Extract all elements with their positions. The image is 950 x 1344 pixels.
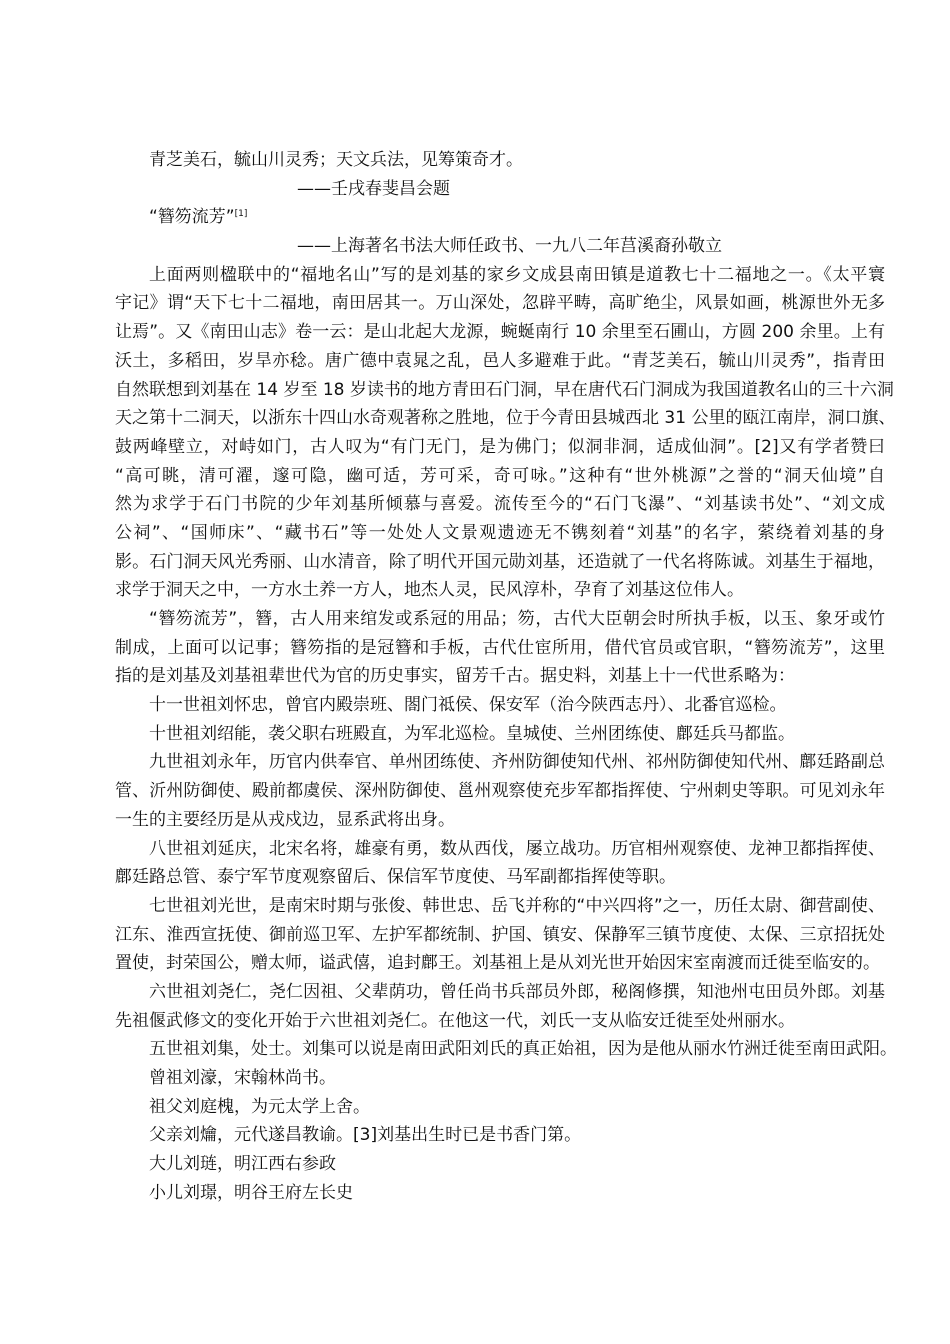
paragraph-gen11 xyxy=(115,691,885,720)
text-line: 六世祖刘尧仁，尧仁因祖、父辈荫功，曾任尚书兵部员外郎，秘阁修撰，知池州屯田员外郎。刘基 xyxy=(149,981,885,1002)
text-line: 置使，封荣国公，赠太师，谥武僖，追封鄜王。刘基祖上是从刘光世开始因宋室南渡而迁徙至临安的。 xyxy=(115,953,880,974)
text-line: 影。石门洞天风光秀丽、山水清音，除了明代开国元勋刘基，还造就了一代名将陈诚。刘基生于福地， xyxy=(115,551,885,572)
genealogy-son2: 小儿刘璟，明谷王府左长史 xyxy=(149,1182,353,1203)
genealogy-son1: 大儿刘琏，明江西右参政 xyxy=(149,1154,336,1175)
couplet-attribution-1: ——壬戌春斐昌会题 xyxy=(297,178,450,199)
paragraph-gen8 xyxy=(115,835,885,892)
paragraph-gen9 xyxy=(115,748,885,834)
genealogy-grandfather: 祖父刘庭槐，为元太学上舍。 xyxy=(149,1096,370,1117)
text-line: 求学于洞天之中，一方水土养一方人，地杰人灵，民风淳朴，孕育了刘基这位伟人。 xyxy=(115,580,744,601)
text-line: 九世祖刘永年，历官内供奉官、单州团练使、齐州防御使知代州、祁州防御使知代州、鄜廷路副总 xyxy=(149,752,885,773)
text-line: “高可眺，清可濯，邃可隐，幽可适，芳可采，奇可咏。”这种有“世外桃源”之誉的“洞天仙境”自 xyxy=(115,465,885,486)
body-text xyxy=(115,261,897,1208)
text-line: 八世祖刘延庆，北宋名将，雄豪有勇，数从西伐，屡立战功。历官相州观察使、龙神卫都指挥使、 xyxy=(149,838,885,859)
couplet-title-text: “簪笏流芳” xyxy=(149,207,235,228)
paragraph-para1 xyxy=(115,261,896,605)
text-line: 自然联想到刘基在 14 岁至 18 岁读书的地方青田石门洞，早在唐代石门洞成为我国道教名山的三十六洞 xyxy=(115,379,894,400)
paragraph-gen7 xyxy=(115,892,885,978)
paragraph-gen5 xyxy=(115,1035,897,1064)
text-line: 宇记》谓“天下七十二福地，南田居其一。万山深处，忽辟平畴，高旷绝尘，风景如画，桃源世外无多 xyxy=(115,293,885,314)
couplet-title-2 xyxy=(115,203,885,232)
footnote-ref-1: [1] xyxy=(234,209,248,220)
text-line: 让焉”。又《南田山志》卷一云：是山北起大龙源，蜿蜒南行 10 余里至石圃山，方圆 200 余里。上有 xyxy=(115,322,885,343)
text-line: 上面两则楹联中的“福地名山”写的是刘基的家乡文成县南田镇是道教七十二福地之一。《太平寰 xyxy=(149,264,885,285)
genealogy-great-grandfather: 曾祖刘濠，宋翰林尚书。 xyxy=(149,1068,336,1088)
text-line: 指的是刘基及刘基祖辈世代为官的历史事实，留芳千古。据史料，刘基上十一代世系略为： xyxy=(115,666,795,687)
text-line: “簪笏流芳”，簪，古人用来绾发或系冠的用品；笏，古代大臣朝会时所执手板，以玉、象牙或竹 xyxy=(149,609,885,629)
text-line: 鄜廷路总管、泰宁军节度观察留后、保信军节度使、马军副都指挥使等职。 xyxy=(115,867,676,888)
text-line: 然为求学于石门书院的少年刘基所倾慕与喜爱。流传至今的“石门飞瀑”、“刘基读书处”、“刘文成 xyxy=(115,494,885,515)
text-line: 制成，上面可以记事；簪笏指的是冠簪和手板，古代仕宦所用，借代官员或官职，“簪笏流芳”，这里 xyxy=(115,637,885,658)
text-line: 管、沂州防御使、殿前都虞侯、深州防御使、邕州观察使充步军都指挥使、宁州刺史等职。可见刘永年 xyxy=(115,781,885,802)
text-line: 江东、淮西宣抚使、御前巡卫军、左护军都统制、护国、镇安、保静军三镇节度使、太保、三京招抚处 xyxy=(115,924,885,945)
genealogy-father: 父亲刘爚，元代遂昌教谕。[3]刘基出生时已是书香门第。 xyxy=(149,1125,582,1146)
couplet-attribution-2: ——上海著名书法大师任政书、一九八二年莒溪裔孙敬立 xyxy=(297,236,722,257)
text-line: 天之第十二洞天，以浙东十四山水奇观著称之胜地，位于今青田县城西北 31 公里的瓯江南岸，洞口旗、 xyxy=(115,408,896,429)
text-line: 七世祖刘光世，是南宋时期与张俊、韩世忠、岳飞并称的“中兴四将”之一，历任太尉、御营副使、 xyxy=(149,895,885,916)
text-line: 五世祖刘集，处士。刘集可以说是南田武阳刘氏的真正始祖，因为是他从丽水竹洲迁徙至南田武阳。 xyxy=(149,1039,897,1060)
text-line: 沃土，多稻田，岁旱亦稔。唐广德中袁晁之乱，邑人多避难于此。“青芝美石，毓山川灵秀”，指青田 xyxy=(115,350,885,371)
text-line: 一生的主要经历是从戎戍边，显系武将出身。 xyxy=(115,809,455,830)
paragraph-gen10 xyxy=(115,720,885,749)
text-line: 鼓两峰壁立，对峙如门，古人叹为“有门无门，是为佛门；似洞非洞，适成仙洞”。[2]又有学者赞曰 xyxy=(115,436,885,457)
paragraph-para2 xyxy=(115,605,885,691)
couplet-line-1: 青芝美石，毓山川灵秀；天文兵法，见筹策奇才。 xyxy=(149,150,523,170)
text-line: 十世祖刘绍能，袭父职右班殿直，为军北巡检。皇城使、兰州团练使、鄜廷兵马都监。 xyxy=(149,723,795,744)
text-line: 先祖偃武修文的变化开始于六世祖刘尧仁。在他这一代，刘氏一支从临安迁徙至处州丽水。 xyxy=(115,1010,795,1031)
document-page xyxy=(115,146,897,1207)
paragraph-gen6 xyxy=(115,978,885,1035)
text-line: 十一世祖刘怀忠，曾官内殿崇班、閤门祗侯、保安军（治今陕西志丹）、北番官巡检。 xyxy=(149,695,787,716)
text-line: 公祠”、“国师床”、“藏书石”等一处处人文景观遗迹无不镌刻着“刘基”的名字，萦绕着刘基的身 xyxy=(115,522,885,543)
